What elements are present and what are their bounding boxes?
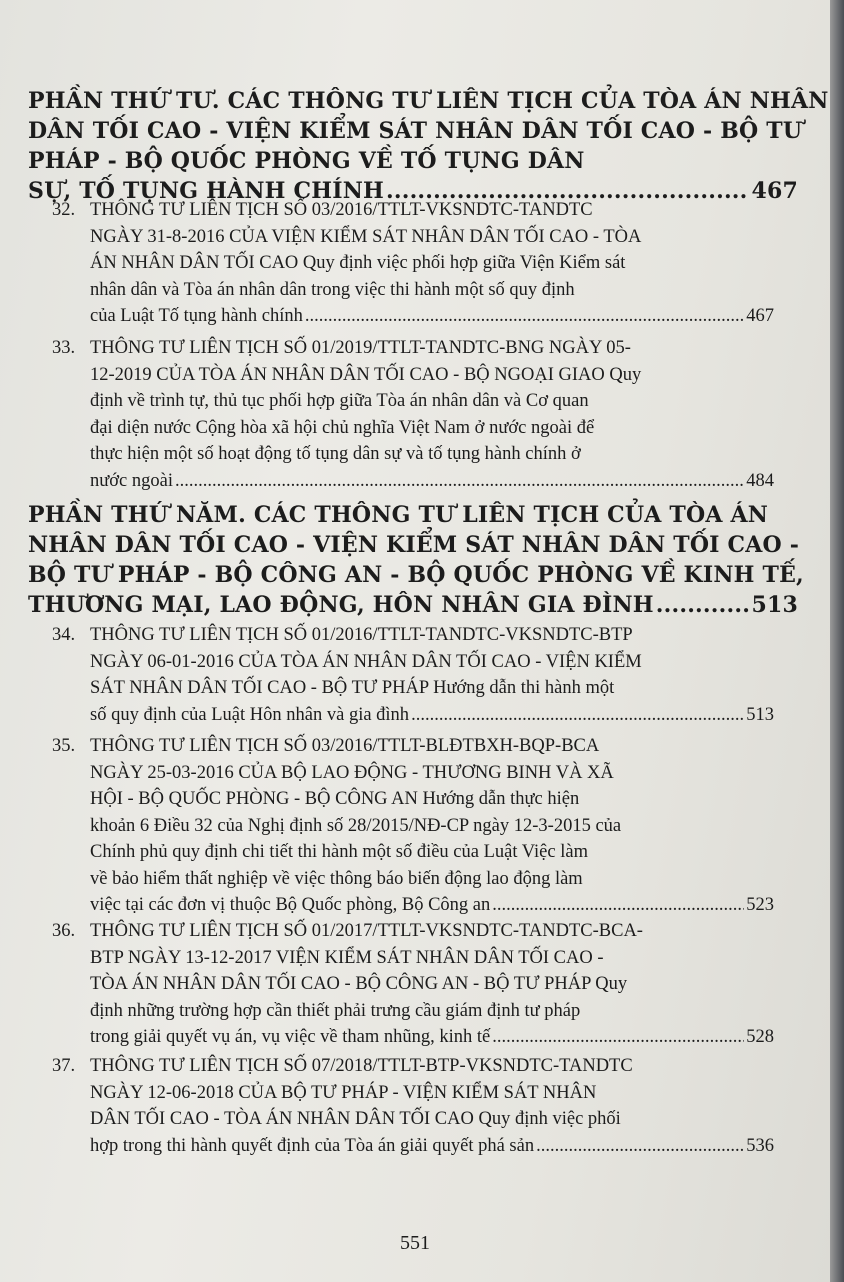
entry-line xyxy=(52,277,774,304)
heading-line-text: SỰ, TỐ TỤNG HÀNH CHÍNH xyxy=(28,178,384,204)
toc-entry-35 xyxy=(52,733,774,919)
entry-first-line xyxy=(52,335,774,362)
entry-first-line xyxy=(52,918,774,945)
entry-last-line xyxy=(52,468,774,495)
page-reference: 513 xyxy=(751,592,798,618)
entry-last-line xyxy=(52,892,774,919)
page-reference: 536 xyxy=(746,1135,774,1156)
heading-line-text: THƯƠNG MẠI, LAO ĐỘNG, HÔN NHÂN GIA ĐÌNH xyxy=(28,592,654,618)
entry-last-line xyxy=(52,702,774,729)
entry-first-line xyxy=(52,622,774,649)
entry-first-line xyxy=(52,733,774,760)
dot-leader xyxy=(492,1024,744,1051)
entry-line-text: định về trình tự, thủ tục phối hợp giữa Tòa án nhân dân và Cơ quan xyxy=(90,391,589,411)
entry-line-text: ÁN NHÂN DÂN TỐI CAO Quy định việc phối hợp giữa Viện Kiểm sát xyxy=(90,253,626,273)
entry-line-text: NGÀY 25-03-2016 CỦA BỘ LAO ĐỘNG - THƯƠNG BINH VÀ XÃ xyxy=(90,762,614,783)
entry-line-text: về bảo hiểm thất nghiệp về việc thông báo biến động lao động làm xyxy=(90,868,583,889)
entry-line-text: Chính phủ quy định chi tiết thi hành một số điều của Luật Việc làm xyxy=(90,842,588,862)
toc-entry-36 xyxy=(52,918,774,1051)
page-reference: 484 xyxy=(746,470,774,491)
entry-line-text: đại diện nước Cộng hòa xã hội chủ nghĩa Việt Nam ở nước ngoài để xyxy=(90,417,595,438)
dot-leader xyxy=(656,590,750,620)
entry-line xyxy=(52,250,774,277)
dot-leader xyxy=(492,892,744,919)
heading-last-line xyxy=(28,590,798,620)
entry-line-text: THÔNG TƯ LIÊN TỊCH SỐ 03/2016/TTLT-VKSNDTC-TANDTC xyxy=(90,200,593,220)
entry-line xyxy=(52,971,774,998)
entry-line-text: NGÀY 12-06-2018 CỦA BỘ TƯ PHÁP - VIỆN KIỂM SÁT NHÂN xyxy=(90,1082,597,1103)
toc-entry-32 xyxy=(52,197,774,330)
page-reference: 528 xyxy=(746,1027,774,1047)
entry-line xyxy=(52,224,774,251)
entry-number: 36. xyxy=(52,921,76,941)
entry-line xyxy=(52,1080,774,1107)
entry-line-text: HỘI - BỘ QUỐC PHÒNG - BỘ CÔNG AN Hướng dẫn thực hiện xyxy=(90,789,580,809)
entry-line-text: NGÀY 31-8-2016 CỦA VIỆN KIỂM SÁT NHÂN DÂN TỐI CAO - TÒA xyxy=(90,226,642,247)
entry-first-line xyxy=(52,1053,774,1080)
entry-number: 32. xyxy=(52,200,76,220)
heading-line: DÂN TỐI CAO - VIỆN KIỂM SÁT NHÂN DÂN TỐI CAO - BỘ TƯ xyxy=(28,118,803,144)
entry-line xyxy=(52,839,774,866)
entry-line-text: SÁT NHÂN DÂN TỐI CAO - BỘ TƯ PHÁP Hướng dẫn thi hành một xyxy=(90,678,615,698)
entry-line-text: thực hiện một số hoạt động tố tụng dân sự và tố tụng hành chính ở xyxy=(90,444,581,464)
dot-leader xyxy=(411,702,744,729)
dot-leader xyxy=(175,468,744,495)
entry-line-text: số quy định của Luật Hôn nhân và gia đình xyxy=(90,704,410,725)
entry-line-text: khoản 6 Điều 32 của Nghị định số 28/2015/NĐ-CP ngày 12-3-2015 của xyxy=(90,815,622,836)
entry-line xyxy=(52,649,774,676)
entry-number: 34. xyxy=(52,625,76,645)
entry-line-text: THÔNG TƯ LIÊN TỊCH SỐ 03/2016/TTLT-BLĐTBXH-BQP-BCA xyxy=(90,736,600,756)
page-reference: 467 xyxy=(751,178,798,204)
entry-last-line xyxy=(52,303,774,330)
heading-line: PHẦN THỨ NĂM. CÁC THÔNG TƯ LIÊN TỊCH CỦA TÒA ÁN xyxy=(28,502,769,528)
heading-line: PHÁP - BỘ QUỐC PHÒNG VỀ TỐ TỤNG DÂN xyxy=(28,148,585,174)
entry-line xyxy=(52,866,774,893)
entry-line-text: của Luật Tố tụng hành chính xyxy=(90,306,303,326)
part-heading-5 xyxy=(28,500,804,620)
entry-line-text: 12-2019 CỦA TÒA ÁN NHÂN DÂN TỐI CAO - BỘ NGOẠI GIAO Quy xyxy=(90,364,642,385)
entry-line-text: hợp trong thi hành quyết định của Tòa án giải quyết phá sản xyxy=(90,1135,535,1156)
part-heading-4 xyxy=(28,86,829,206)
toc-entry-34 xyxy=(52,622,774,728)
entry-line-text: THÔNG TƯ LIÊN TỊCH SỐ 01/2017/TTLT-VKSNDTC-TANDTC-BCA- xyxy=(90,921,643,941)
entry-line xyxy=(52,945,774,972)
entry-line xyxy=(52,362,774,389)
dot-leader xyxy=(305,303,744,330)
entry-line-text: định những trường hợp cần thiết phải trưng cầu giám định tư pháp xyxy=(90,1000,581,1021)
entry-line-text: THÔNG TƯ LIÊN TỊCH SỐ 07/2018/TTLT-BTP-VKSNDTC-TANDTC xyxy=(90,1056,633,1076)
heading-line: NHÂN DÂN TỐI CAO - VIỆN KIỂM SÁT NHÂN DÂN TỐI CAO - xyxy=(28,532,800,558)
entry-number: 37. xyxy=(52,1056,76,1076)
entry-line-text: DÂN TỐI CAO - TÒA ÁN NHÂN DÂN TỐI CAO Quy định việc phối xyxy=(90,1109,621,1129)
entry-line-text: việc tại các đơn vị thuộc Bộ Quốc phòng, Bộ Công an xyxy=(90,895,491,915)
entry-line xyxy=(52,998,774,1025)
entry-last-line xyxy=(52,1133,774,1160)
entry-line-text: THÔNG TƯ LIÊN TỊCH SỐ 01/2016/TTLT-TANDTC-VKSNDTC-BTP xyxy=(90,625,633,645)
entry-line xyxy=(52,415,774,442)
heading-line: PHẦN THỨ TƯ. CÁC THÔNG TƯ LIÊN TỊCH CỦA TÒA ÁN NHÂN xyxy=(28,88,829,114)
entry-line xyxy=(52,786,774,813)
toc-entry-37 xyxy=(52,1053,774,1159)
entry-line xyxy=(52,388,774,415)
entry-line xyxy=(52,675,774,702)
page-reference: 523 xyxy=(746,895,774,915)
entry-line xyxy=(52,760,774,787)
heading-line: BỘ TƯ PHÁP - BỘ CÔNG AN - BỘ QUỐC PHÒNG VỀ KINH TẾ, xyxy=(28,562,804,588)
page-reference: 513 xyxy=(746,704,774,725)
entry-last-line xyxy=(52,1024,774,1051)
page-reference: 467 xyxy=(746,306,774,326)
entry-line-text: NGÀY 06-01-2016 CỦA TÒA ÁN NHÂN DÂN TỐI CAO - VIỆN KIỂM xyxy=(90,651,642,672)
entry-line xyxy=(52,813,774,840)
toc-entry-33 xyxy=(52,335,774,494)
entry-line xyxy=(52,441,774,468)
entry-number: 35. xyxy=(52,736,76,756)
entry-line-text: nhân dân và Tòa án nhân dân trong việc thi hành một số quy định xyxy=(90,279,575,300)
page-number: 551 xyxy=(400,1232,430,1254)
entry-line-text: trong giải quyết vụ án, vụ việc về tham nhũng, kinh tế xyxy=(90,1027,491,1047)
entry-line-text: THÔNG TƯ LIÊN TỊCH SỐ 01/2019/TTLT-TANDTC-BNG NGÀY 05- xyxy=(90,338,631,358)
entry-number: 33. xyxy=(52,338,76,358)
entry-first-line xyxy=(52,197,774,224)
entry-line-text: TÒA ÁN NHÂN DÂN TỐI CAO - BỘ CÔNG AN - BỘ TƯ PHÁP Quy xyxy=(90,974,628,994)
entry-line-text: BTP NGÀY 13-12-2017 VIỆN KIỂM SÁT NHÂN DÂN TỐI CAO - xyxy=(90,947,604,968)
book-edge xyxy=(830,0,844,1282)
entry-line xyxy=(52,1106,774,1133)
entry-line-text: nước ngoài xyxy=(90,470,173,491)
dot-leader xyxy=(536,1133,744,1160)
